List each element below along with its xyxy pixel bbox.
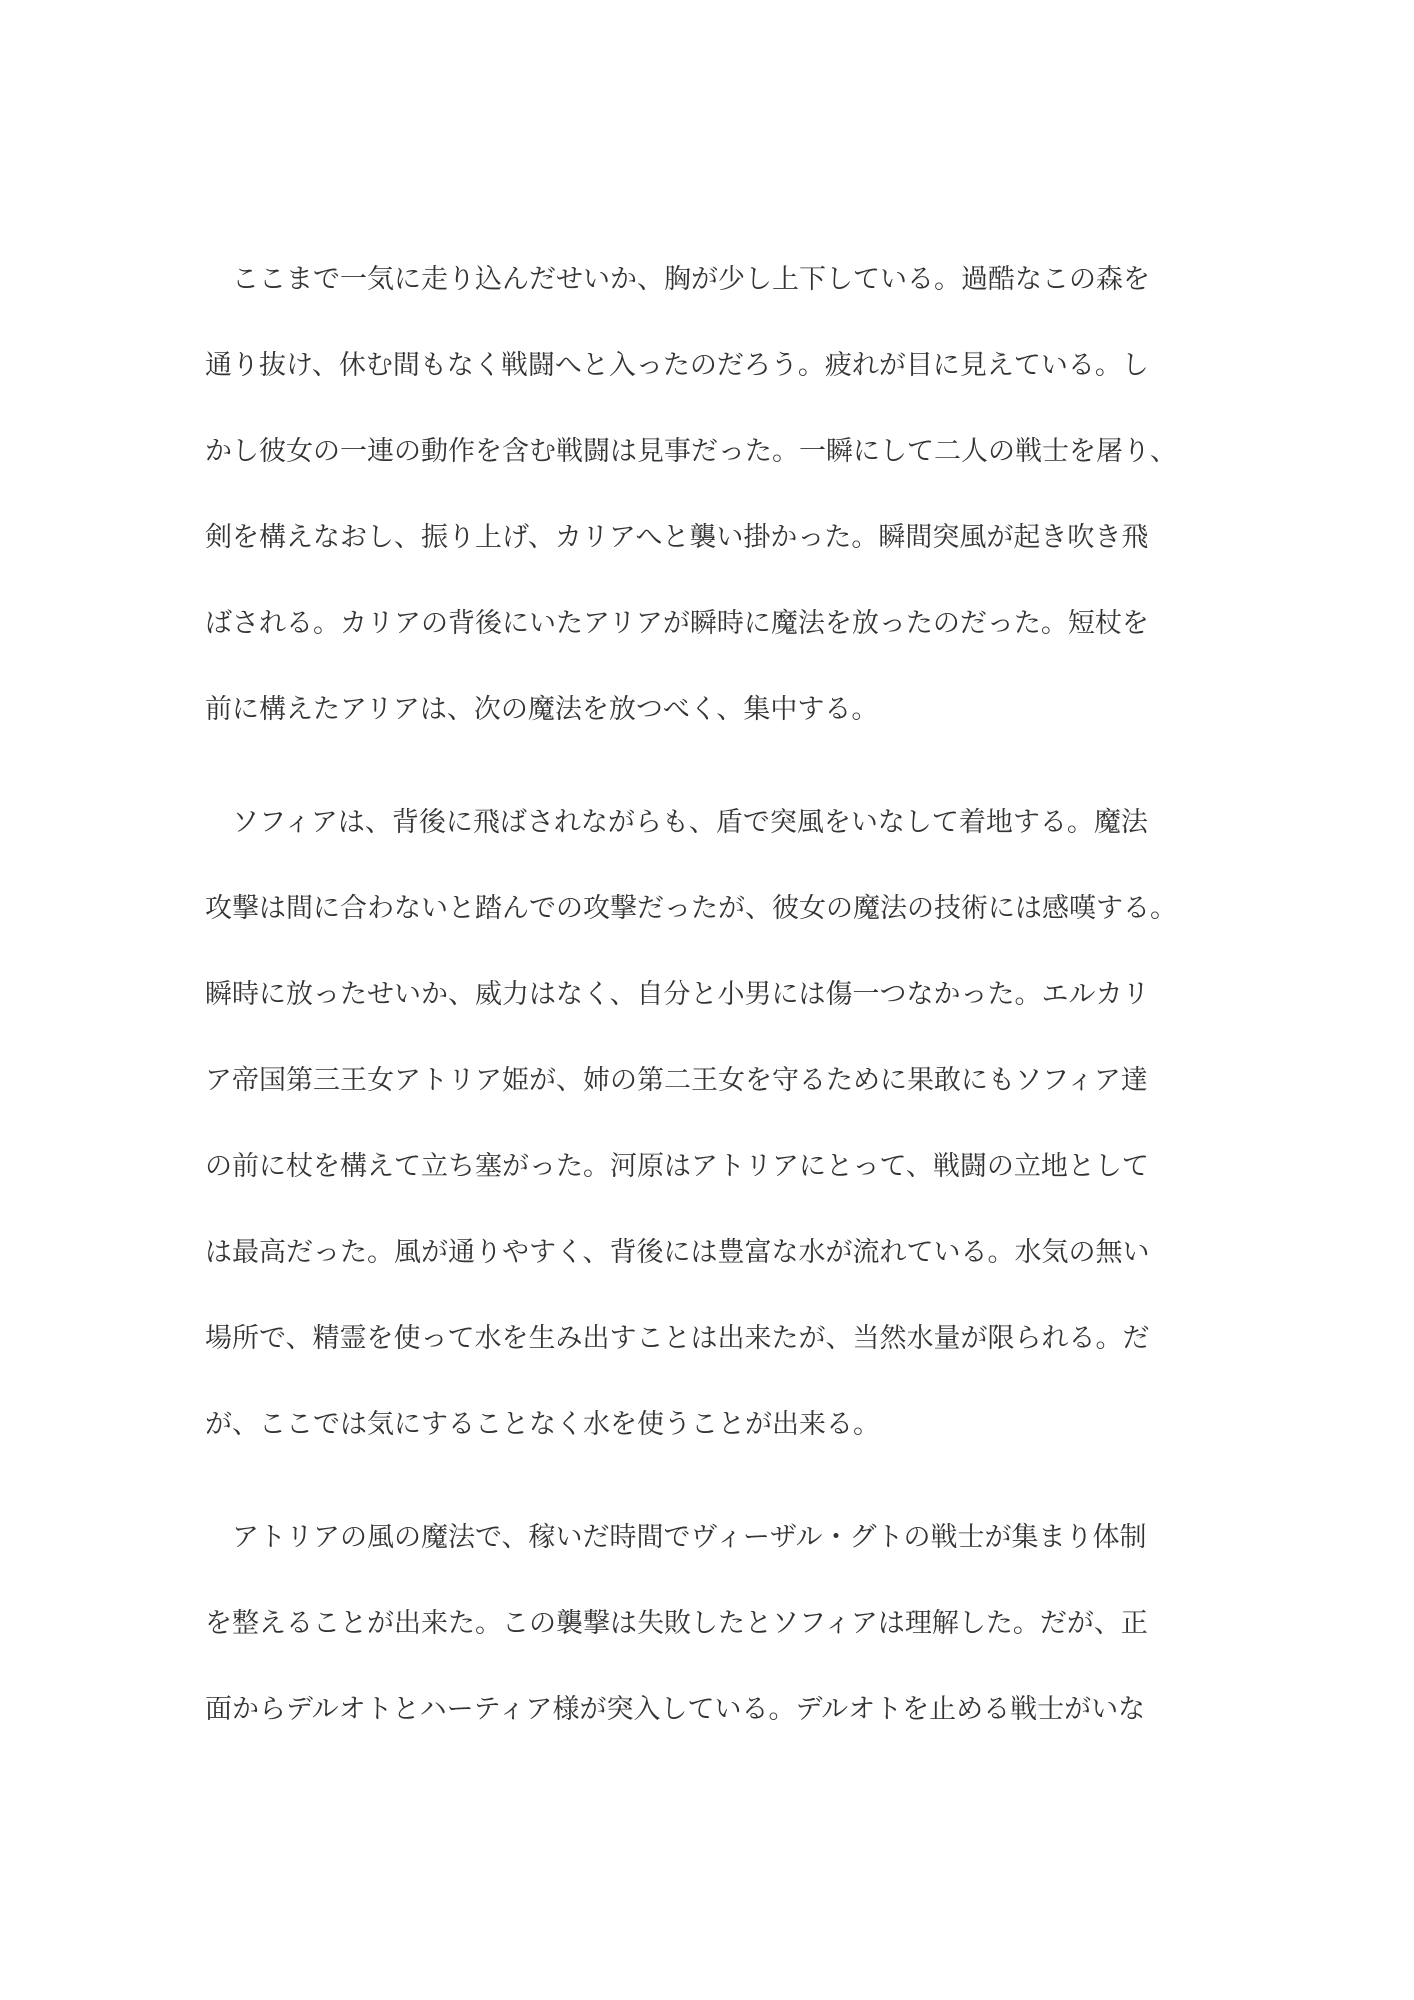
text-line: 瞬時に放ったせいか、威力はなく、自分と小男には傷一つなかった。エルカリ [205, 979, 1150, 1010]
text-line: 通り抜け、休む間もなく戦闘へと入ったのだろう。疲れが目に見えている。し [205, 350, 1149, 381]
text-line: を整えることが出来た。この襲撃は失敗したとソフィアは理解した。だが、正 [205, 1608, 1148, 1639]
text-line: ア帝国第三王女アトリア姫が、姉の第二王女を守るために果敢にもソフィア達 [205, 1065, 1148, 1096]
text-line: かし彼女の一連の動作を含む戦闘は見事だった。一瞬にして二人の戦士を屠り、 [205, 436, 1177, 467]
body-text [205, 250, 1215, 1766]
text-line: ばされる。カリアの背後にいたアリアが瞬時に魔法を放ったのだった。短杖を [205, 608, 1149, 639]
paragraph-1 [205, 250, 1215, 766]
paragraph-2 [205, 793, 1215, 1481]
text-line: ここまで一気に走り込んだせいか、胸が少し上下している。過酷なこの森を [232, 264, 1150, 295]
text-line: アトリアの風の魔法で、稼いだ時間でヴィーザル・グトの戦士が集まり体制 [232, 1522, 1147, 1553]
text-line: 場所で、精霊を使って水を生み出すことは出来たが、当然水量が限られる。だ [205, 1323, 1150, 1354]
text-line: の前に杖を構えて立ち塞がった。河原はアトリアにとって、戦闘の立地として [205, 1151, 1149, 1182]
text-line: 攻撃は間に合わないと踏んでの攻撃だったが、彼女の魔法の技術には感嘆する。 [205, 893, 1177, 924]
text-line: が、ここでは気にすることなく水を使うことが出来る。 [205, 1409, 880, 1440]
paragraph-gap [205, 766, 1215, 793]
text-line: 剣を構えなおし、振り上げ、カリアへと襲い掛かった。瞬間突風が起き吹き飛 [205, 522, 1149, 553]
text-line: 面からデルオトとハーティア様が突入している。デルオトを止める戦士がいな [205, 1694, 1146, 1725]
text-line: は最高だった。風が通りやすく、背後には豊富な水が流れている。水気の無い [205, 1237, 1150, 1268]
text-line: 前に構えたアリアは、次の魔法を放つべく、集中する。 [205, 694, 879, 725]
paragraph-gap [205, 1481, 1215, 1508]
text-line: ソフィアは、背後に飛ばされながらも、盾で突風をいなして着地する。魔法 [232, 807, 1148, 838]
paragraph-3 [205, 1508, 1215, 1766]
